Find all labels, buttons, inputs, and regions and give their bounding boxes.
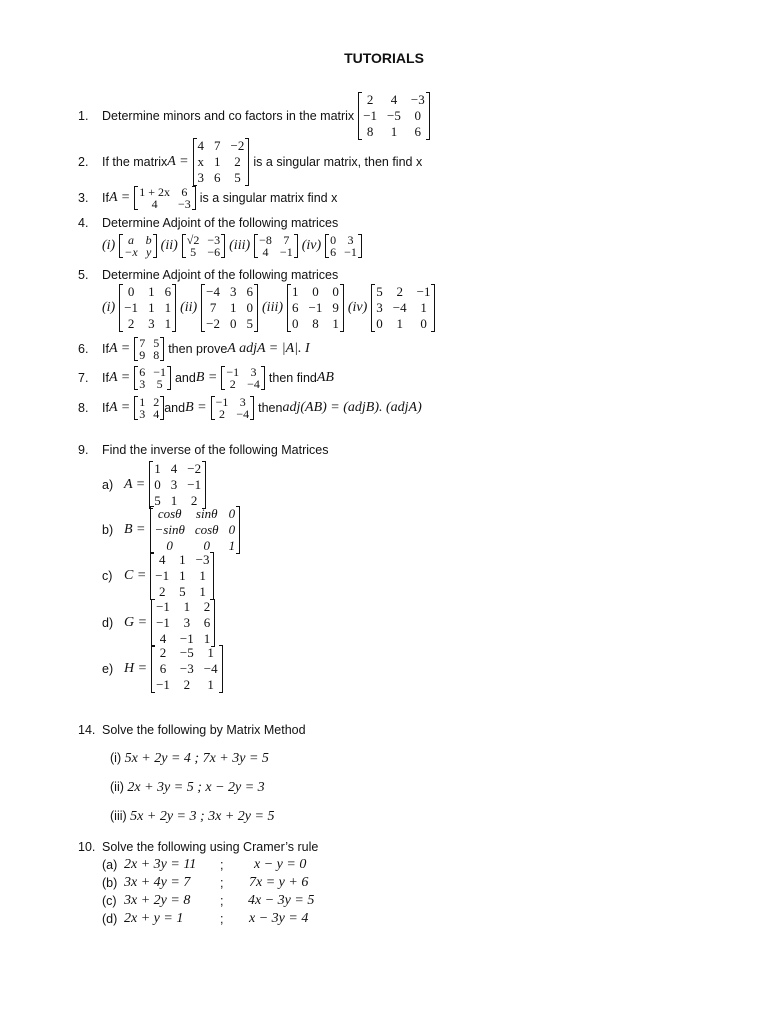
matrix [287, 284, 344, 332]
matrix-cell: −1 [308, 300, 323, 315]
matrix-cell: 3 [230, 284, 237, 299]
equation: x − 3y = 4 [249, 911, 309, 926]
matrix [193, 138, 250, 186]
question-text: and [174, 371, 196, 385]
matrix-cell: −1 [215, 395, 229, 409]
question-text: Solve the following by Matrix Method [102, 723, 306, 737]
matrix-cell: −x [124, 245, 138, 259]
question-number: 8. [78, 401, 89, 415]
matrix-cell: −4 [206, 284, 221, 299]
item-label: (d) [102, 912, 118, 926]
matrix-lhs: A = [108, 190, 131, 205]
cramer-item [102, 911, 308, 927]
item-label: (iii) [110, 809, 127, 823]
matrix-cell: 1 [183, 599, 191, 614]
question-number: 10. [78, 840, 96, 854]
matrix-cell: 6 [164, 284, 172, 299]
equation: 7x = y + 6 [249, 875, 309, 890]
matrix-cell: cosθ [194, 522, 219, 537]
question-text: is a singular matrix find x [199, 191, 338, 205]
matrix-cell: 4 [390, 92, 398, 107]
matrix-cell: 1 + 2x [139, 185, 170, 199]
math-expression: AB [316, 370, 334, 385]
matrix-cell: 7 [214, 138, 221, 153]
matrix-cell: 6 [139, 365, 146, 379]
matrix [325, 234, 362, 258]
matrix-lhs: B = [195, 370, 218, 385]
separator: ; [220, 858, 224, 872]
matrix-cell: −1 [344, 245, 357, 259]
question-number: 2. [78, 155, 89, 169]
item-label: b) [102, 523, 114, 537]
matrix-cell: 1 [396, 316, 403, 331]
matrix-cell: −4 [203, 661, 218, 676]
matrix [119, 234, 156, 258]
matrix-cell: 1 [139, 395, 146, 409]
matrix-cell: −1 [156, 677, 170, 692]
matrix-cell: −1 [124, 300, 139, 315]
equation: 5x + 2y = 3 ; 3x + 2y = 5 [130, 809, 275, 824]
matrix-cell: 1 [148, 300, 155, 315]
matrix [254, 234, 298, 258]
question-text: Determine Adjoint of the following matrices [102, 268, 339, 282]
question-text: If [102, 191, 109, 205]
question-14 [78, 723, 306, 737]
matrix [211, 396, 255, 420]
math-expression: adj(AB) = (adjB). (adjA) [282, 400, 422, 415]
matrix-cell: 5 [179, 584, 186, 599]
matrix-cell: 1 [170, 493, 178, 508]
matrix-cell: −4 [247, 377, 260, 391]
matrix-cell: 2 [229, 377, 236, 391]
separator: ; [220, 894, 224, 908]
matrix-cell: 2 [234, 154, 241, 169]
question-7 [78, 366, 334, 390]
matrix-cell: 6 [414, 124, 422, 139]
matrix [221, 366, 265, 390]
matrix [149, 461, 206, 509]
part-label: (ii) [180, 300, 198, 315]
matrix-cell: 9 [139, 348, 146, 362]
matrix-lhs: A = [108, 341, 131, 356]
separator: ; [220, 912, 224, 926]
question-10 [78, 840, 318, 854]
matrix-cell: 6 [214, 170, 221, 185]
matrix-cell: 4 [262, 245, 269, 259]
matrix-cell: 3 [239, 395, 246, 409]
matrix-cell: 6 [181, 185, 188, 199]
cramer-item [102, 857, 306, 873]
equation: 4x − 3y = 5 [248, 893, 315, 908]
item-label: (b) [102, 876, 118, 890]
part-label: (i) [102, 300, 116, 315]
question-number: 5. [78, 268, 89, 282]
matrix-cell: −5 [387, 108, 401, 123]
item-label: e) [102, 662, 114, 676]
matrix-cell: −1 [226, 365, 240, 379]
matrix-cell: sinθ [195, 506, 218, 521]
equation: 5x + 2y = 4 ; 7x + 3y = 5 [124, 751, 269, 766]
equation: 2x + y = 1 [124, 911, 184, 926]
matrix-cell: 0 [228, 522, 236, 537]
part-label: (ii) [160, 238, 178, 253]
matrix-cell: 1 [390, 124, 398, 139]
matrix [134, 186, 196, 210]
matrix-method-item [110, 751, 269, 767]
question-text: Determine minors and co factors in the matrix [102, 109, 355, 123]
part-label: (iv) [347, 300, 368, 315]
matrix [182, 234, 225, 258]
matrix-cell: 2 [159, 645, 167, 660]
matrix-cell: 1 [228, 538, 236, 553]
item-label: c) [102, 569, 113, 583]
matrix-cell: −1 [156, 599, 170, 614]
matrix-cell: 0 [330, 233, 337, 247]
item-label: a) [102, 478, 114, 492]
inverse-item-b [102, 506, 240, 554]
matrix-cell: 0 [166, 538, 173, 553]
inverse-item-c [102, 552, 214, 600]
matrix-cell: 1 [148, 284, 155, 299]
matrix-cell: 5 [376, 284, 383, 299]
question-text: If [102, 401, 109, 415]
matrix-cell: 2 [396, 284, 403, 299]
matrix-cell: 0 [230, 316, 237, 331]
question-text: If [102, 342, 109, 356]
matrix [151, 645, 223, 693]
question-text: Determine Adjoint of the following matrices [102, 216, 339, 230]
matrix-cell: a [127, 233, 134, 247]
matrix-cell: −8 [259, 233, 272, 247]
matrix [201, 284, 258, 332]
question-text: Solve the following using Cramer’s rule [102, 840, 319, 854]
matrix [151, 599, 215, 647]
matrix-lhs: H = [124, 661, 148, 676]
matrix-method-item [110, 809, 274, 825]
item-label: (c) [102, 894, 117, 908]
matrix-cell: 5 [154, 493, 161, 508]
matrix [371, 284, 435, 332]
matrix-cell: −6 [207, 245, 221, 259]
matrix [150, 506, 241, 554]
equation: 3x + 2y = 8 [124, 893, 191, 908]
matrix-cell: −5 [179, 645, 194, 660]
matrix-cell: 6 [159, 661, 167, 676]
matrix-cell: −2 [206, 316, 221, 331]
question-text: then [258, 401, 283, 415]
item-label: (ii) [110, 780, 124, 794]
matrix-cell: 5 [156, 377, 163, 391]
item-label: (a) [102, 858, 118, 872]
question-text: Find the inverse of the following Matrices [102, 443, 329, 457]
matrix-cell: x [197, 154, 205, 169]
matrix-cell: 1 [214, 154, 221, 169]
matrix-cell: 8 [153, 348, 160, 362]
part-label: (iv) [301, 238, 322, 253]
question-5 [78, 268, 435, 332]
page-title: TUTORIALS [344, 50, 424, 66]
matrix-cell: 1 [199, 568, 206, 583]
matrix-cell: 0 [420, 316, 427, 331]
inverse-item-a [102, 461, 206, 509]
equation: 2x + 3y = 5 ; x − 2y = 3 [127, 780, 265, 795]
equation: 2x + 3y = 11 [124, 857, 197, 872]
matrix-cell: −3 [177, 197, 191, 211]
matrix-cell: 1 [207, 677, 214, 692]
matrix-cell: 0 [312, 284, 319, 299]
matrix-cell: 3 [139, 407, 146, 421]
matrix-cell: 4 [151, 197, 158, 211]
matrix-cell: 8 [366, 124, 374, 139]
matrix-cell: 0 [332, 284, 339, 299]
matrix-cell: 0 [203, 538, 210, 553]
math-expression: A adjA = |A|. I [227, 341, 310, 356]
matrix-cell: 1 [292, 284, 299, 299]
question-3 [78, 186, 337, 210]
matrix-cell: −3 [179, 661, 194, 676]
matrix-cell: 2 [218, 407, 225, 421]
matrix-cell: 2 [366, 92, 374, 107]
matrix-cell: 2 [190, 493, 198, 508]
question-8 [78, 396, 422, 420]
question-text: If [102, 371, 109, 385]
question-number: 3. [78, 191, 89, 205]
matrix-cell: 1 [179, 568, 186, 583]
matrix-cell: 0 [154, 477, 161, 492]
item-label: d) [102, 616, 114, 630]
matrix-cell: 1 [207, 645, 214, 660]
question-9 [78, 443, 329, 457]
separator: ; [220, 876, 224, 890]
matrix-cell: −3 [410, 92, 425, 107]
matrix-cell: 6 [292, 300, 299, 315]
matrix-cell: −4 [392, 300, 407, 315]
matrix-cell: 3 [170, 477, 178, 492]
cramer-item [102, 875, 308, 891]
cramer-item [102, 893, 314, 909]
matrix-lhs: A = [108, 370, 131, 385]
matrix-cell: −1 [363, 108, 378, 123]
matrix-cell: 1 [179, 552, 186, 567]
matrix-lhs: A = [124, 477, 146, 492]
question-text: then find [268, 371, 317, 385]
question-1 [78, 92, 430, 140]
matrix-cell: 0 [292, 316, 299, 331]
matrix-cell: −1 [153, 365, 166, 379]
matrix-cell: 8 [312, 316, 319, 331]
matrix-cell: 7 [209, 300, 217, 315]
question-number: 7. [78, 371, 89, 385]
matrix [358, 92, 430, 140]
matrix-cell: 0 [414, 108, 422, 123]
matrix-cell: y [145, 245, 152, 259]
matrix-lhs: B = [185, 400, 207, 415]
matrix-cell: 2 [203, 599, 211, 614]
matrix-cell: 1 [154, 461, 161, 476]
matrix-cell: −1 [179, 631, 194, 646]
matrix [134, 396, 164, 420]
question-text: and [164, 401, 186, 415]
matrix-cell: 5 [234, 170, 241, 185]
matrix-cell: −3 [207, 233, 221, 247]
part-label: (iii) [229, 238, 251, 253]
matrix-cell: 1 [164, 316, 172, 331]
matrix-lhs: A = [108, 400, 131, 415]
matrix-cell: √2 [186, 233, 200, 247]
matrix-cell: −1 [279, 245, 293, 259]
matrix-cell: b [145, 233, 152, 247]
part-label: (iii) [262, 300, 284, 315]
matrix-cell: 1 [203, 631, 211, 646]
item-label: (i) [110, 751, 122, 765]
question-text: is a singular matrix, then find x [253, 155, 423, 169]
matrix-cell: 1 [230, 300, 237, 315]
question-text: If the matrix [102, 155, 168, 169]
matrix-cell: −4 [236, 407, 250, 421]
question-2 [78, 138, 422, 186]
equation: 3x + 4y = 7 [124, 875, 191, 890]
matrix-lhs: B = [124, 522, 146, 537]
matrix-cell: 6 [246, 284, 254, 299]
matrix-cell: −1 [187, 477, 202, 492]
matrix-cell: −1 [156, 615, 170, 630]
matrix-cell: −1 [416, 284, 431, 299]
matrix-cell: 4 [158, 552, 166, 567]
matrix [134, 337, 164, 361]
question-number: 1. [78, 109, 89, 123]
matrix-cell: 0 [228, 506, 236, 521]
matrix-cell: 0 [246, 300, 254, 315]
matrix-cell: −2 [230, 138, 245, 153]
matrix-cell: 6 [330, 245, 337, 259]
matrix-method-item [110, 780, 265, 796]
question-6 [78, 337, 310, 361]
matrix-lhs: G = [124, 615, 148, 630]
question-4 [78, 216, 362, 258]
question-number: 9. [78, 443, 89, 457]
matrix-cell: 0 [376, 316, 383, 331]
matrix-cell: 1 [199, 584, 206, 599]
matrix-cell: 3 [139, 377, 146, 391]
matrix-cell: 2 [153, 395, 160, 409]
matrix-cell: 4 [170, 461, 178, 476]
matrix-cell: 0 [127, 284, 135, 299]
matrix-cell: −sinθ [154, 522, 185, 537]
matrix-cell: 2 [127, 316, 135, 331]
matrix-cell: 3 [183, 615, 191, 630]
matrix-cell: 3 [347, 233, 354, 247]
question-number: 4. [78, 216, 89, 230]
matrix-cell: 3 [197, 170, 205, 185]
matrix-cell: 5 [190, 245, 197, 259]
matrix-lhs: A = [167, 154, 189, 169]
matrix [134, 366, 171, 390]
matrix-cell: −2 [187, 461, 202, 476]
matrix-cell: 3 [250, 365, 257, 379]
matrix-cell: 6 [203, 615, 211, 630]
matrix [150, 552, 214, 600]
question-number: 14. [78, 723, 96, 737]
part-label: (i) [102, 238, 116, 253]
matrix-cell: 7 [139, 336, 146, 350]
matrix-cell: 4 [159, 631, 167, 646]
matrix-cell: 5 [153, 336, 160, 350]
question-text: then prove [168, 342, 228, 356]
matrix-cell: 1 [332, 316, 339, 331]
matrix-cell: 2 [158, 584, 166, 599]
inverse-item-e [102, 645, 223, 693]
matrix-cell: −1 [155, 568, 170, 583]
matrix-cell: cosθ [157, 506, 182, 521]
matrix [119, 284, 176, 332]
inverse-item-d [102, 599, 215, 647]
matrix-cell: 9 [332, 300, 339, 315]
matrix-cell: 2 [183, 677, 191, 692]
question-number: 6. [78, 342, 89, 356]
matrix-cell: 5 [246, 316, 254, 331]
matrix-cell: 3 [376, 300, 383, 315]
matrix-cell: 3 [148, 316, 155, 331]
matrix-cell: 4 [153, 407, 160, 421]
matrix-lhs: C = [124, 568, 147, 583]
matrix-cell: 1 [420, 300, 427, 315]
matrix-cell: 1 [164, 300, 172, 315]
matrix-cell: 4 [197, 138, 205, 153]
equation: x − y = 0 [254, 857, 307, 872]
matrix-cell: −3 [195, 552, 210, 567]
matrix-cell: 7 [283, 233, 290, 247]
